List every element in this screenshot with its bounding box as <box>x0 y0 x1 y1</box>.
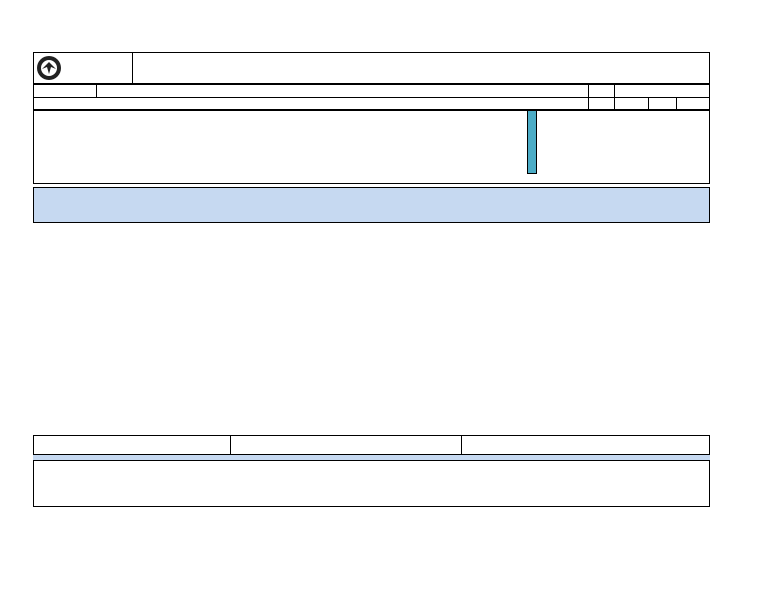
table-header <box>33 187 710 223</box>
equipment-title <box>33 455 710 461</box>
risk-matrix <box>527 110 707 184</box>
fecha-field[interactable] <box>615 85 709 96</box>
ubicacion-field[interactable] <box>97 98 587 109</box>
company-logo <box>36 55 62 81</box>
header <box>33 52 710 84</box>
actividad-field[interactable] <box>97 85 587 96</box>
eagle-logo-icon <box>36 55 62 81</box>
